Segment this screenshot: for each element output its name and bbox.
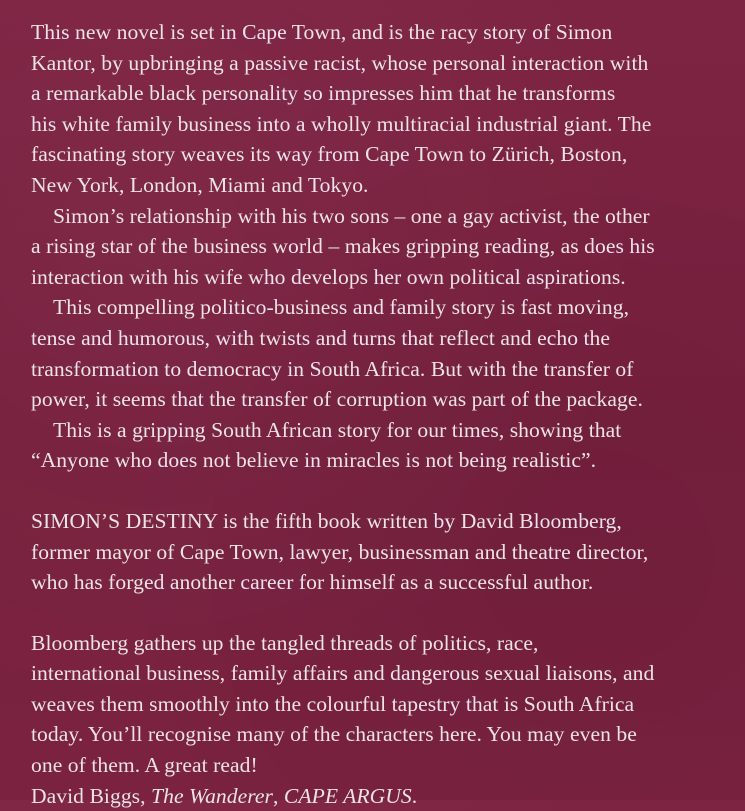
text-line: SIMON’S DESTINY is the fifth book written by David Bloomberg, <box>31 508 622 533</box>
attribution-end: . <box>411 783 418 808</box>
text-line: a rising star of the business world – makes gripping reading, as does his <box>31 234 655 259</box>
text-line: a remarkable black personality so impresses him that he transforms <box>31 81 616 106</box>
text-line: “Anyone who does not believe in miracles is not being realistic”. <box>31 448 597 473</box>
text-line: Bloomberg gathers up the tangled threads of politics, race, <box>31 630 539 655</box>
review-attribution <box>31 781 735 811</box>
text-line: This is a gripping South African story for our times, showing that <box>53 417 622 442</box>
text-line: weaves them smoothly into the colourful tapestry that is South Africa <box>31 691 635 716</box>
text-line: one of them. A great read! <box>31 753 258 778</box>
text-line: former mayor of Cape Town, lawyer, businessman and theatre director, <box>31 539 649 564</box>
text-line: power, it seems that the transfer of corruption was part of the package. <box>31 387 643 412</box>
text-line: This new novel is set in Cape Town, and is the racy story of Simon <box>31 20 613 44</box>
section-gap <box>31 476 735 506</box>
section-gap <box>31 598 735 628</box>
text-line: Simon’s relationship with his two sons – one a gay activist, the other <box>53 203 650 228</box>
text-line: today. You’ll recognise many of the characters here. You may even be <box>31 722 637 747</box>
newspaper-name: CAPE ARGUS <box>283 783 412 808</box>
text-line: interaction with his wife who develops her own political aspirations. <box>31 264 626 289</box>
text-line: who has forged another career for himself as a successful author. <box>31 570 594 595</box>
attribution-separator: , <box>273 783 284 808</box>
blurb-paragraph-2 <box>31 201 735 293</box>
reviewer-name: David Biggs, <box>31 783 152 808</box>
text-line: tense and humorous, with twists and turns that reflect and echo the <box>31 325 611 350</box>
blurb-paragraph-4 <box>31 415 735 476</box>
text-line: transformation to democracy in South Africa. But with the transfer of <box>31 356 634 381</box>
blurb-paragraph-1 <box>31 17 735 201</box>
text-line: New York, London, Miami and Tokyo. <box>31 172 369 197</box>
publication-title: The Wanderer <box>151 783 273 808</box>
review-quote <box>31 628 735 811</box>
author-bio <box>31 506 735 598</box>
text-line: his white family business into a wholly multiracial industrial giant. The <box>31 111 652 136</box>
text-line: international business, family affairs and dangerous sexual liaisons, and <box>31 661 655 686</box>
text-line: This compelling politico-business and family story is fast moving, <box>53 295 630 320</box>
text-line: fascinating story weaves its way from Cape Town to Zürich, Boston, <box>31 142 628 167</box>
text-line: Kantor, by upbringing a passive racist, whose personal interaction with <box>31 50 649 75</box>
blurb-paragraph-3 <box>31 292 735 414</box>
